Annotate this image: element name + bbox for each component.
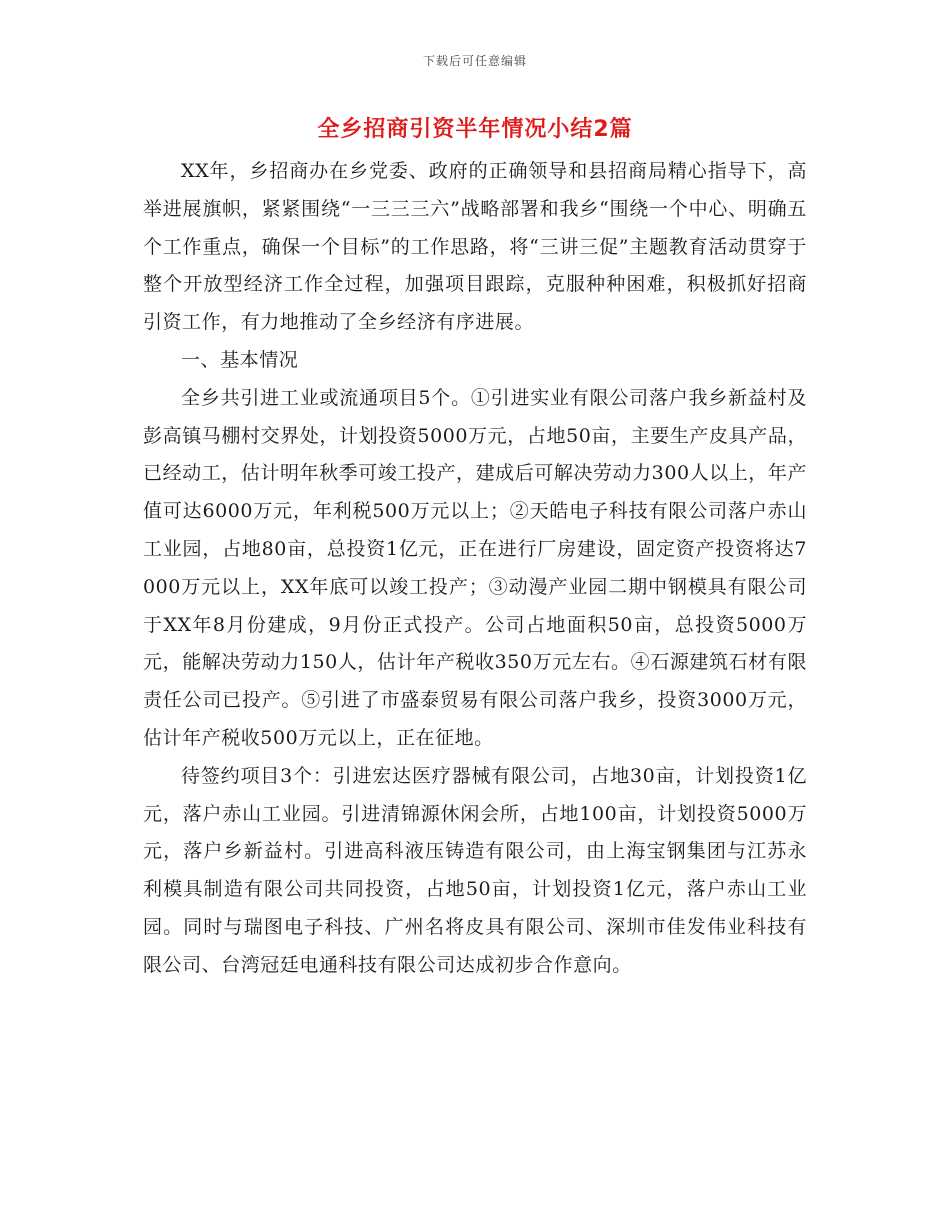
section-heading-basic-situation: 一、基本情况 <box>181 348 299 371</box>
download-note: 下载后可任意编辑 <box>422 54 527 68</box>
paragraph-intro: XX年，乡招商办在乡党委、政府的正确领导和县招商局精心指导下，高举进展旗帜，紧紧围绕“一三三三六”战略部署和我乡“围绕一个中心、明确五个工作重点，确保一个目标”的工作思路，将“三讲三促”主题教育活动贯穿于整个开放型经济工作全过程，加强项目跟踪，克服种种困难，积极抓好招商引资工作，有力地推动了全乡经济有序进展。 <box>143 160 807 334</box>
document-body <box>143 153 807 985</box>
document-title: 全乡招商引资半年情况小结2篇 <box>317 117 633 142</box>
paragraph-pending-projects: 待签约项目3个：引进宏达医疗器械有限公司，占地30亩，计划投资1亿元，落户赤山工业园。引进清锦源休闲会所，占地100亩，计划投资5000万元，落户乡新益村。引进高科液压铸造有限公司，由上海宝钢集团与江苏永利模具制造有限公司共同投资，占地50亩，计划投资1亿元，落户赤山工业园。同时与瑞图电子科技、广州名将皮具有限公司、深圳市佳发伟业科技有限公司、台湾冠廷电通科技有限公司达成初步合作意向。 <box>143 764 807 976</box>
paragraph-introduced-projects: 全乡共引进工业或流通项目5个。①引进实业有限公司落户我乡新益村及彭高镇马棚村交界处，计划投资5000万元，占地50亩，主要生产皮具产品，已经动工，估计明年秋季可竣工投产，建成后可解决劳动力300人以上，年产值可达6000万元，年利税500万元以上；②天皓电子科技有限公司落户赤山工业园，占地80亩，总投资1亿元，正在进行厂房建设，固定资产投资将达7000万元以上，XX年底可以竣工投产；③动漫产业园二期中钢模具有限公司于XX年8月份建成，9月份正式投产。公司占地面积50亩，总投资5000万元，能解决劳动力150人，估计年产税收350万元左右。④石源建筑石材有限责任公司已投产。⑤引进了市盛泰贸易有限公司落户我乡，投资3000万元，估计年产税收500万元以上，正在征地。 <box>143 386 807 749</box>
